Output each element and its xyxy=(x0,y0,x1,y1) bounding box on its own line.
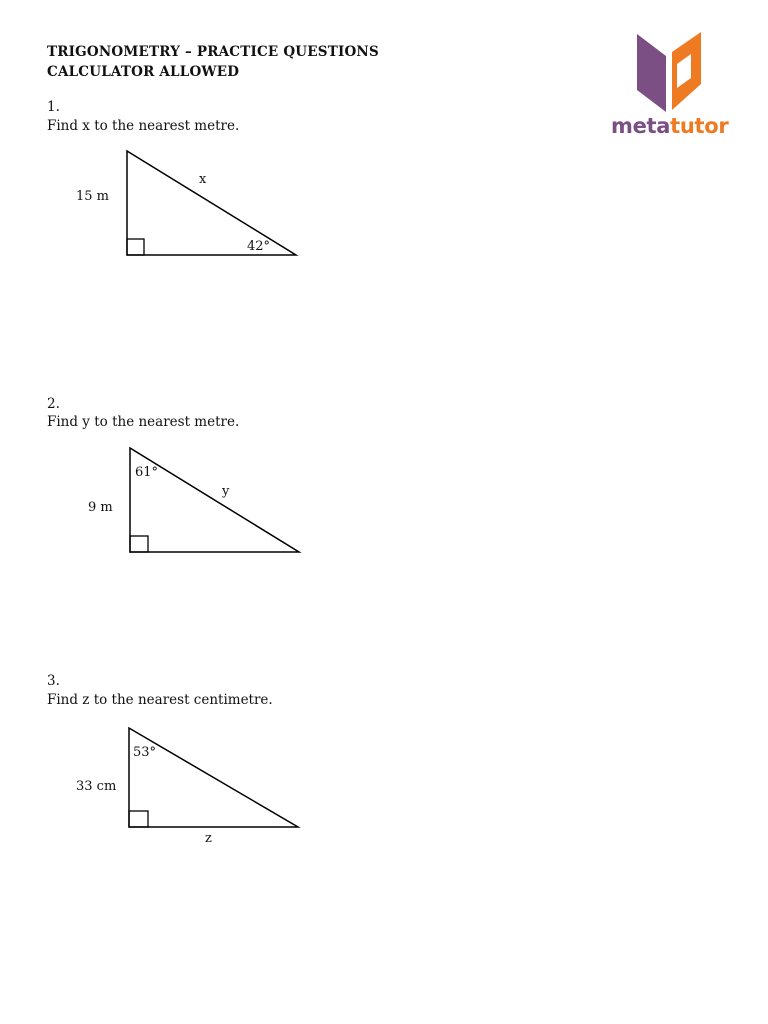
question-1-triangle xyxy=(0,140,320,270)
worksheet-subtitle: CALCULATOR ALLOWED xyxy=(47,64,240,80)
question-1-angle-label: 42° xyxy=(247,239,271,254)
question-2-number: 2. xyxy=(47,396,60,412)
right-angle-marker xyxy=(129,811,148,827)
question-3-prompt: Find z to the nearest centimetre. xyxy=(47,692,273,708)
question-3-number: 3. xyxy=(47,673,60,689)
logo-text-tutor: tutor xyxy=(670,114,729,138)
question-2-angle-label: 61° xyxy=(135,465,159,480)
right-angle-marker xyxy=(127,239,144,255)
question-1-number: 1. xyxy=(47,99,60,115)
question-2-side-label: 9 m xyxy=(88,500,113,515)
question-3-side-label: 33 cm xyxy=(76,779,117,794)
worksheet-title: TRIGONOMETRY – PRACTICE QUESTIONS xyxy=(47,44,379,60)
question-1-prompt: Find x to the nearest metre. xyxy=(47,118,240,134)
question-3-base-label: z xyxy=(205,831,212,846)
question-2-triangle xyxy=(0,440,320,570)
metatutor-logo xyxy=(606,30,736,140)
question-2-prompt: Find y to the nearest metre. xyxy=(47,414,240,430)
question-1-side-label: 15 m xyxy=(76,189,110,204)
question-3-triangle xyxy=(0,720,320,855)
right-angle-marker xyxy=(130,536,148,552)
question-3-angle-label: 53° xyxy=(133,745,157,760)
question-1-hyp-label: x xyxy=(199,172,207,187)
question-2-hyp-label: y xyxy=(222,484,230,499)
logo-text-meta: meta xyxy=(611,114,671,138)
